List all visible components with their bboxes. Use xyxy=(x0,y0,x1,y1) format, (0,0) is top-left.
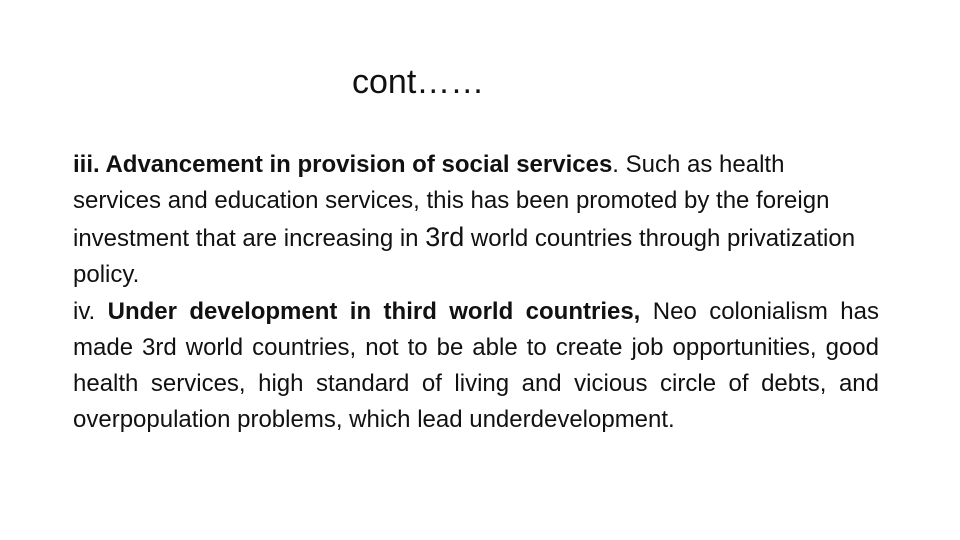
point-iv xyxy=(73,294,879,438)
point-iii-text: . Such as health services and education services, this has been promoted by the foreign investment that are increasing in xyxy=(73,151,830,252)
point-iv-prefix: iv. xyxy=(73,298,108,325)
point-iv-heading: Under development in third world countries, xyxy=(107,298,641,325)
point-iii-ordinal: 3rd xyxy=(425,222,465,252)
point-iii-heading: iii. Advancement in provision of social services xyxy=(73,151,613,178)
slide-body xyxy=(73,147,879,438)
slide-title: cont…… xyxy=(352,63,485,101)
point-iii xyxy=(73,147,879,293)
point-iv-text: Neo colonialism has made 3rd world countries, not to be able to create job opportunities, good health services, high standard of living and vicious circle of debts, and overpopulation problems, which lead underdevelopment. xyxy=(73,298,880,433)
point-iii-text-end: world countries through privatization policy. xyxy=(73,225,856,288)
